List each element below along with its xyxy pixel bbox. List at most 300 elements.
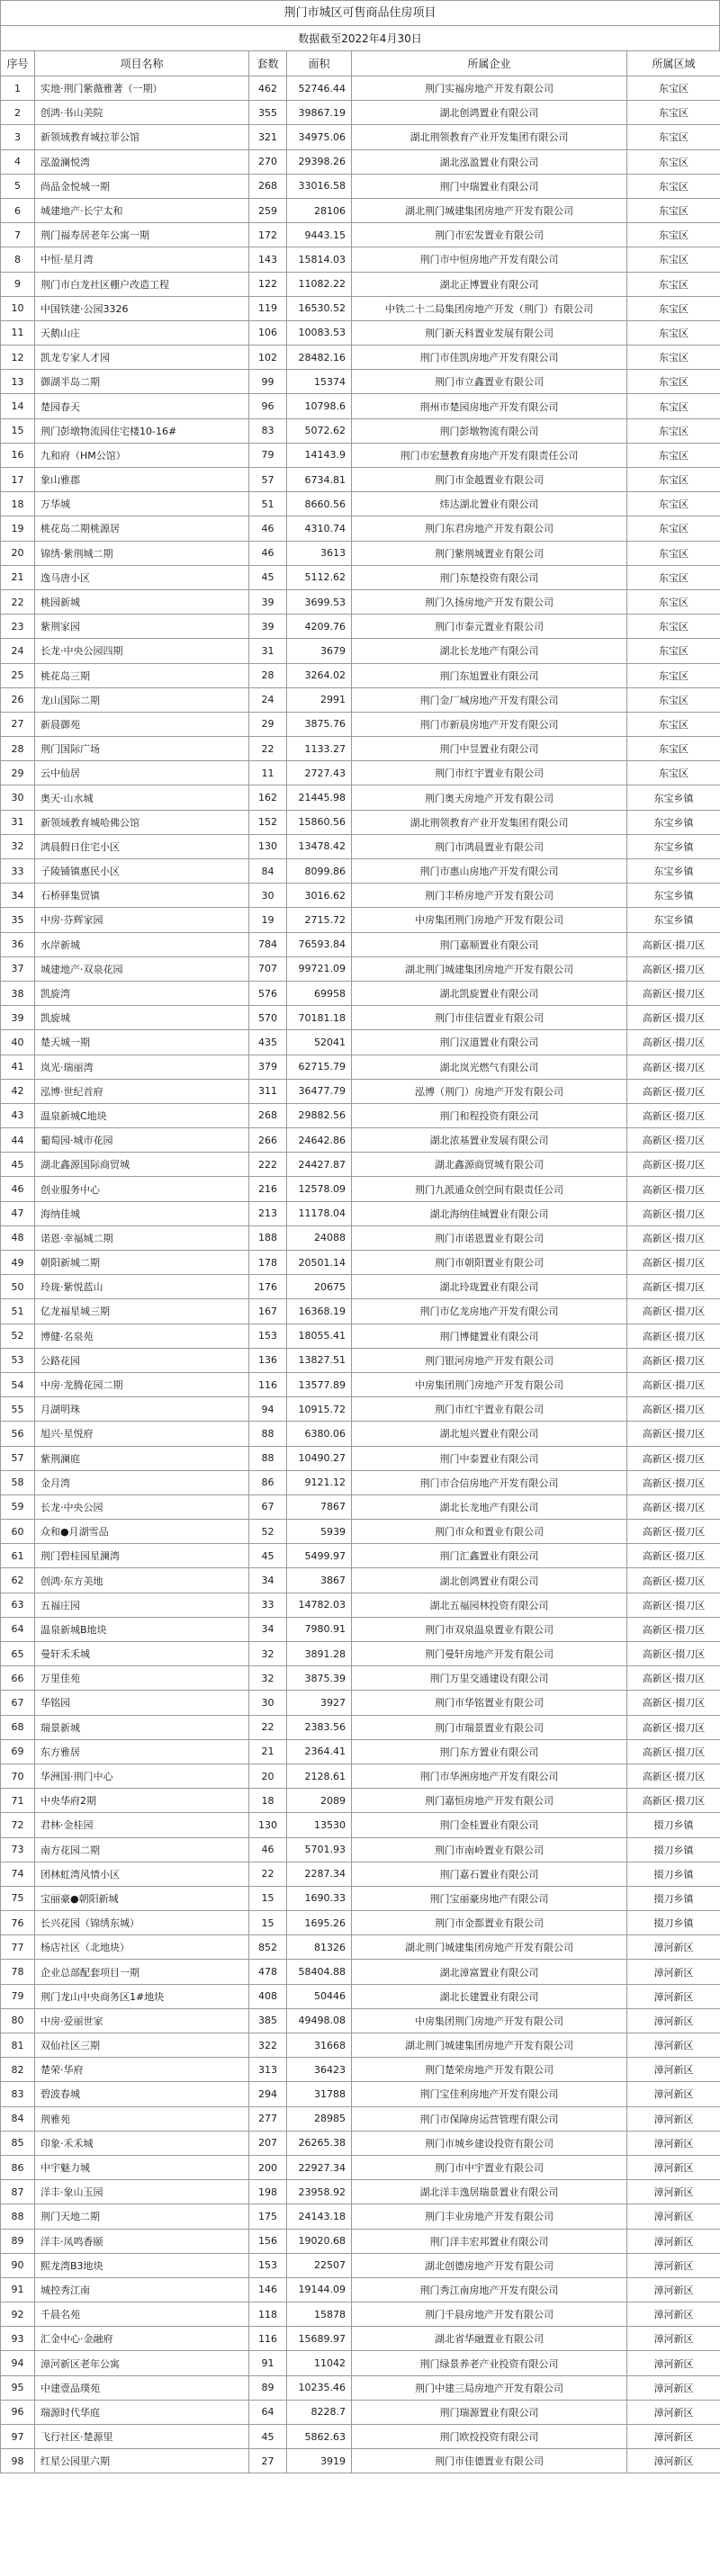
cell-company: 荆门丰业房地产开发有限公司 <box>352 2204 627 2229</box>
cell-project: 新晨御苑 <box>35 712 249 736</box>
cell-district: 高新区·掇刀区 <box>627 1470 720 1494</box>
cell-area: 33016.58 <box>287 174 352 198</box>
cell-area: 58404.88 <box>287 1960 352 1984</box>
cell-company: 荆门市宏慧教育房地产开发有限责任公司 <box>352 443 627 467</box>
table-row <box>1 2229 720 2253</box>
cell-units: 313 <box>249 2058 287 2082</box>
table-row <box>1 761 720 785</box>
cell-units: 570 <box>249 1006 287 1030</box>
cell-district: 东宝区 <box>627 418 720 443</box>
cell-units: 172 <box>249 223 287 247</box>
cell-units: 216 <box>249 1177 287 1201</box>
cell-district: 东宝区 <box>627 687 720 712</box>
cell-units: 266 <box>249 1128 287 1153</box>
cell-units: 385 <box>249 2008 287 2033</box>
cell-units: 46 <box>249 516 287 541</box>
cell-project: 万里佳苑 <box>35 1666 249 1691</box>
cell-index: 19 <box>1 516 35 541</box>
cell-area: 34975.06 <box>287 125 352 149</box>
cell-area: 3875.76 <box>287 712 352 736</box>
cell-units: 20 <box>249 1764 287 1788</box>
cell-district: 漳河新区 <box>627 2449 720 2473</box>
cell-index: 93 <box>1 2327 35 2351</box>
cell-project: 瑞源时代华庭 <box>35 2400 249 2424</box>
cell-project: 洋丰·凤鸣香颐 <box>35 2229 249 2253</box>
cell-company: 湖北省华融置业有限公司 <box>352 2327 627 2351</box>
cell-units: 52 <box>249 1520 287 1544</box>
cell-area: 11082.22 <box>287 272 352 296</box>
cell-units: 198 <box>249 2180 287 2204</box>
cell-district: 东宝区 <box>627 76 720 101</box>
cell-district: 高新区·掇刀区 <box>627 1153 720 1177</box>
cell-area: 2727.43 <box>287 761 352 785</box>
cell-index: 87 <box>1 2180 35 2204</box>
cell-district: 高新区·掇刀区 <box>627 1617 720 1641</box>
table-row <box>1 296 720 320</box>
table-row <box>1 2058 720 2082</box>
cell-company: 荆门嘉恒房地产开发有限公司 <box>352 1789 627 1813</box>
cell-area: 10915.72 <box>287 1397 352 1422</box>
cell-district: 漳河新区 <box>627 2155 720 2179</box>
cell-index: 9 <box>1 272 35 296</box>
table-row <box>1 443 720 467</box>
cell-company: 荆门秀江南房地产开发有限公司 <box>352 2277 627 2302</box>
cell-project: 石桥驿集贸镇 <box>35 884 249 908</box>
cell-district: 掇刀乡镇 <box>627 1911 720 1935</box>
cell-area: 62715.79 <box>287 1055 352 1079</box>
cell-area: 1695.26 <box>287 1911 352 1935</box>
cell-units: 33 <box>249 1593 287 1617</box>
cell-units: 119 <box>249 296 287 320</box>
table-row <box>1 1055 720 1079</box>
cell-area: 3264.02 <box>287 663 352 687</box>
cell-project: 创鸿·书山美院 <box>35 101 249 125</box>
cell-company: 湖北岚光燃气有限公司 <box>352 1055 627 1079</box>
cell-company: 湖北凯旋置业有限公司 <box>352 981 627 1005</box>
table-row <box>1 1103 720 1127</box>
cell-company: 荆门中建三局房地产开发有限公司 <box>352 2375 627 2400</box>
cell-company: 湖北荆领教育产业开发集团有限公司 <box>352 125 627 149</box>
table-row <box>1 1128 720 1153</box>
cell-units: 86 <box>249 1470 287 1494</box>
cell-index: 64 <box>1 1617 35 1641</box>
cell-project: 金月湾 <box>35 1470 249 1494</box>
cell-company: 荆门欧投投资有限公司 <box>352 2425 627 2449</box>
cell-area: 5939 <box>287 1520 352 1544</box>
cell-company: 荆门东方置业有限公司 <box>352 1739 627 1764</box>
cell-project: 城建地产·长宁太和 <box>35 198 249 222</box>
cell-company: 荆门市保障房运营管理有限公司 <box>352 2106 627 2131</box>
cell-district: 东宝区 <box>627 149 720 174</box>
cell-company: 中房集团荆门房地产开发有限公司 <box>352 2008 627 2033</box>
cell-company: 荆门市中宇置业有限公司 <box>352 2155 627 2179</box>
cell-company: 荆门汇鑫置业有限公司 <box>352 1544 627 1568</box>
table-row <box>1 1299 720 1324</box>
cell-units: 31 <box>249 639 287 663</box>
table-row <box>1 615 720 639</box>
cell-district: 高新区·掇刀区 <box>627 1544 720 1568</box>
cell-company: 荆门市诺恩置业有限公司 <box>352 1225 627 1250</box>
cell-index: 5 <box>1 174 35 198</box>
cell-project: 荆门天地二期 <box>35 2204 249 2229</box>
cell-index: 48 <box>1 1225 35 1250</box>
cell-district: 东宝区 <box>627 101 720 125</box>
cell-company: 荆门中泰置业有限公司 <box>352 1446 627 1470</box>
table-row <box>1 1960 720 1984</box>
cell-project: 漳河新区老年公寓 <box>35 2351 249 2375</box>
cell-project: 城建地产·双泉花园 <box>35 956 249 981</box>
cell-project: 企业总部配套项目一期 <box>35 1960 249 1984</box>
cell-units: 88 <box>249 1446 287 1470</box>
cell-project: 长兴花园（锦绣东城） <box>35 1911 249 1935</box>
cell-project: 泓盈澜悦湾 <box>35 149 249 174</box>
cell-district: 漳河新区 <box>627 2351 720 2375</box>
table-row <box>1 956 720 981</box>
cell-units: 213 <box>249 1201 287 1225</box>
cell-index: 43 <box>1 1103 35 1127</box>
cell-company: 湖北长龙地产有限公司 <box>352 639 627 663</box>
cell-area: 3927 <box>287 1691 352 1715</box>
cell-index: 65 <box>1 1642 35 1666</box>
cell-area: 21445.98 <box>287 785 352 810</box>
cell-index: 52 <box>1 1324 35 1348</box>
table-row <box>1 1739 720 1764</box>
table-row <box>1 1251 720 1275</box>
table-row <box>1 687 720 712</box>
cell-district: 掇刀乡镇 <box>627 1886 720 1910</box>
cell-area: 2383.56 <box>287 1715 352 1739</box>
cell-area: 29398.26 <box>287 149 352 174</box>
cell-company: 荆门市众和置业有限公司 <box>352 1520 627 1544</box>
cell-index: 29 <box>1 761 35 785</box>
cell-project: 创业服务中心 <box>35 1177 249 1201</box>
cell-index: 16 <box>1 443 35 467</box>
cell-index: 18 <box>1 492 35 516</box>
table-row <box>1 663 720 687</box>
cell-units: 15 <box>249 1911 287 1935</box>
cell-district: 高新区·掇刀区 <box>627 1055 720 1079</box>
header-district: 所属区域 <box>627 51 720 76</box>
table-row <box>1 884 720 908</box>
cell-company: 泓博（荆门）房地产开发有限公司 <box>352 1079 627 1103</box>
cell-units: 116 <box>249 1372 287 1396</box>
cell-units: 46 <box>249 1837 287 1862</box>
cell-area: 10235.46 <box>287 2375 352 2400</box>
table-row <box>1 565 720 589</box>
cell-project: 万华城 <box>35 492 249 516</box>
cell-project: 水岸新城 <box>35 932 249 956</box>
cell-units: 408 <box>249 1984 287 2008</box>
cell-district: 高新区·掇刀区 <box>627 1201 720 1225</box>
cell-company: 荆门嘉顺置业有限公司 <box>352 932 627 956</box>
cell-units: 707 <box>249 956 287 981</box>
cell-district: 高新区·掇刀区 <box>627 1275 720 1299</box>
cell-index: 86 <box>1 2155 35 2179</box>
cell-project: 杨店社区（北地块） <box>35 1935 249 1960</box>
cell-district: 东宝乡镇 <box>627 810 720 834</box>
cell-district: 漳河新区 <box>627 2302 720 2327</box>
cell-units: 176 <box>249 1275 287 1299</box>
cell-units: 22 <box>249 1715 287 1739</box>
cell-index: 72 <box>1 1813 35 1837</box>
cell-district: 高新区·掇刀区 <box>627 1251 720 1275</box>
table-row <box>1 1813 720 1837</box>
header-row <box>1 51 720 76</box>
cell-company: 荆门嘉石置业有限公司 <box>352 1862 627 1886</box>
cell-district: 漳河新区 <box>627 2131 720 2155</box>
cell-index: 33 <box>1 859 35 884</box>
table-row <box>1 737 720 761</box>
cell-project: 城控秀江南 <box>35 2277 249 2302</box>
table-row <box>1 589 720 614</box>
cell-index: 94 <box>1 2351 35 2375</box>
table-row <box>1 859 720 884</box>
cell-company: 荆门千晨房地产开发有限公司 <box>352 2302 627 2327</box>
cell-index: 11 <box>1 320 35 345</box>
cell-index: 6 <box>1 198 35 222</box>
cell-project: 旭兴·星悦府 <box>35 1422 249 1446</box>
cell-company: 荆门曼轩房地产开发有限公司 <box>352 1642 627 1666</box>
table-row <box>1 712 720 736</box>
cell-area: 11042 <box>287 2351 352 2375</box>
cell-area: 81326 <box>287 1935 352 1960</box>
table-row <box>1 2302 720 2327</box>
cell-district: 东宝区 <box>627 370 720 394</box>
cell-district: 高新区·掇刀区 <box>627 1397 720 1422</box>
cell-area: 8228.7 <box>287 2400 352 2424</box>
cell-area: 3891.28 <box>287 1642 352 1666</box>
cell-area: 52746.44 <box>287 76 352 101</box>
table-row <box>1 198 720 222</box>
cell-units: 46 <box>249 541 287 565</box>
cell-area: 5701.93 <box>287 1837 352 1862</box>
cell-company: 湖北创德房地产开发有限公司 <box>352 2253 627 2277</box>
header-area: 面积 <box>287 51 352 76</box>
cell-units: 29 <box>249 712 287 736</box>
table-row <box>1 1593 720 1617</box>
cell-district: 高新区·掇刀区 <box>627 1642 720 1666</box>
cell-area: 6380.06 <box>287 1422 352 1446</box>
cell-district: 高新区·掇刀区 <box>627 1593 720 1617</box>
table-row <box>1 2375 720 2400</box>
cell-district: 漳河新区 <box>627 2375 720 2400</box>
cell-index: 88 <box>1 2204 35 2229</box>
cell-project: 碧波春城 <box>35 2082 249 2106</box>
cell-company: 中铁二十二局集团房地产开发（荆门）有限公司 <box>352 296 627 320</box>
cell-index: 96 <box>1 2400 35 2424</box>
cell-project: 玲珑·紫悦蓝山 <box>35 1275 249 1299</box>
cell-units: 88 <box>249 1422 287 1446</box>
cell-district: 高新区·掇刀区 <box>627 956 720 981</box>
cell-area: 31788 <box>287 2082 352 2106</box>
cell-index: 51 <box>1 1299 35 1324</box>
cell-company: 荆门奥天房地产开发有限公司 <box>352 785 627 810</box>
cell-units: 89 <box>249 2375 287 2400</box>
cell-index: 60 <box>1 1520 35 1544</box>
cell-district: 高新区·掇刀区 <box>627 1079 720 1103</box>
cell-area: 19144.09 <box>287 2277 352 2302</box>
cell-district: 掇刀乡镇 <box>627 1837 720 1862</box>
cell-company: 荆门市华铭置业有限公司 <box>352 1691 627 1715</box>
cell-index: 82 <box>1 2058 35 2082</box>
table-row <box>1 2400 720 2424</box>
cell-area: 4310.74 <box>287 516 352 541</box>
cell-company: 荆门市合信房地产开发有限公司 <box>352 1470 627 1494</box>
cell-index: 20 <box>1 541 35 565</box>
cell-units: 321 <box>249 125 287 149</box>
cell-units: 57 <box>249 468 287 492</box>
cell-area: 28106 <box>287 198 352 222</box>
cell-district: 高新区·掇刀区 <box>627 1324 720 1348</box>
cell-area: 3699.53 <box>287 589 352 614</box>
cell-units: 153 <box>249 2253 287 2277</box>
cell-district: 高新区·掇刀区 <box>627 1789 720 1813</box>
cell-project: 红星公园里六期 <box>35 2449 249 2473</box>
cell-project: 中国铁建·公园3326 <box>35 296 249 320</box>
cell-units: 11 <box>249 761 287 785</box>
table-row <box>1 2204 720 2229</box>
cell-district: 东宝区 <box>627 615 720 639</box>
cell-company: 湖北海纳佳城置业有限公司 <box>352 1201 627 1225</box>
cell-company: 中房集团荆门房地产开发有限公司 <box>352 1372 627 1396</box>
cell-units: 118 <box>249 2302 287 2327</box>
cell-company: 荆门金桂置业有限公司 <box>352 1813 627 1837</box>
cell-company: 湖北长建置业有限公司 <box>352 1984 627 2008</box>
header-index: 序号 <box>1 51 35 76</box>
cell-units: 51 <box>249 492 287 516</box>
cell-project: 荆门彭墩物流园住宅楼10-16# <box>35 418 249 443</box>
cell-units: 45 <box>249 565 287 589</box>
cell-units: 34 <box>249 1568 287 1593</box>
cell-index: 36 <box>1 932 35 956</box>
cell-index: 4 <box>1 149 35 174</box>
table-row <box>1 125 720 149</box>
cell-index: 27 <box>1 712 35 736</box>
cell-area: 9121.12 <box>287 1470 352 1494</box>
cell-project: 子陵铺镇惠民小区 <box>35 859 249 884</box>
cell-units: 21 <box>249 1739 287 1764</box>
cell-company: 荆门绿景养老产业投资有限公司 <box>352 2351 627 2375</box>
housing-table <box>0 50 720 2473</box>
table-row <box>1 370 720 394</box>
cell-project: 楚荣·华府 <box>35 2058 249 2082</box>
table-row <box>1 908 720 932</box>
table-row <box>1 394 720 418</box>
cell-project: 海纳佳城 <box>35 1201 249 1225</box>
cell-area: 3875.39 <box>287 1666 352 1691</box>
table-row <box>1 247 720 272</box>
cell-index: 61 <box>1 1544 35 1568</box>
cell-units: 294 <box>249 2082 287 2106</box>
table-row <box>1 320 720 345</box>
table-row <box>1 2082 720 2106</box>
cell-area: 11178.04 <box>287 1201 352 1225</box>
cell-company: 荆门市鸿晨置业有限公司 <box>352 834 627 858</box>
cell-project: 长龙·中央公园 <box>35 1494 249 1519</box>
cell-district: 高新区·掇刀区 <box>627 1299 720 1324</box>
cell-company: 湖北荆门城建集团房地产开发有限公司 <box>352 198 627 222</box>
table-row <box>1 1079 720 1103</box>
cell-index: 95 <box>1 2375 35 2400</box>
table-row <box>1 785 720 810</box>
cell-units: 153 <box>249 1324 287 1348</box>
cell-district: 东宝乡镇 <box>627 785 720 810</box>
cell-index: 85 <box>1 2131 35 2155</box>
cell-area: 2128.61 <box>287 1764 352 1788</box>
cell-district: 东宝区 <box>627 712 720 736</box>
cell-company: 炜达湖北置业有限公司 <box>352 492 627 516</box>
cell-district: 掇刀乡镇 <box>627 1813 720 1837</box>
cell-units: 143 <box>249 247 287 272</box>
cell-project: 中房·芬辉家园 <box>35 908 249 932</box>
cell-units: 84 <box>249 859 287 884</box>
cell-index: 14 <box>1 394 35 418</box>
cell-index: 2 <box>1 101 35 125</box>
cell-units: 130 <box>249 1813 287 1837</box>
cell-project: 紫荆家园 <box>35 615 249 639</box>
cell-area: 13577.89 <box>287 1372 352 1396</box>
cell-company: 荆门和程投资有限公司 <box>352 1103 627 1127</box>
cell-index: 17 <box>1 468 35 492</box>
cell-area: 16530.52 <box>287 296 352 320</box>
cell-units: 15 <box>249 1886 287 1910</box>
cell-area: 49498.08 <box>287 2008 352 2033</box>
cell-company: 荆门九派通众创空间有限责任公司 <box>352 1177 627 1201</box>
cell-district: 东宝区 <box>627 761 720 785</box>
table-row <box>1 810 720 834</box>
cell-area: 10083.53 <box>287 320 352 345</box>
cell-project: 公路花园 <box>35 1348 249 1372</box>
cell-district: 高新区·掇刀区 <box>627 1666 720 1691</box>
cell-project: 湖北鑫源国际商贸城 <box>35 1153 249 1177</box>
cell-area: 2364.41 <box>287 1739 352 1764</box>
cell-index: 62 <box>1 1568 35 1593</box>
cell-project: 荆门福寿居老年公寓一期 <box>35 223 249 247</box>
cell-area: 3867 <box>287 1568 352 1593</box>
cell-project: 荆雅苑 <box>35 2106 249 2131</box>
cell-company: 荆门万里交通建设有限公司 <box>352 1666 627 1691</box>
cell-company: 荆门市华洲房地产开发有限公司 <box>352 1764 627 1788</box>
cell-project: 印象·禾禾城 <box>35 2131 249 2155</box>
cell-company: 荆门市宏发置业有限公司 <box>352 223 627 247</box>
cell-district: 东宝区 <box>627 516 720 541</box>
cell-units: 462 <box>249 76 287 101</box>
cell-project: 荆门市白龙社区棚户改造工程 <box>35 272 249 296</box>
cell-district: 漳河新区 <box>627 2229 720 2253</box>
cell-units: 32 <box>249 1642 287 1666</box>
cell-index: 70 <box>1 1764 35 1788</box>
cell-district: 高新区·掇刀区 <box>627 1494 720 1519</box>
cell-project: 实地·荆门紫薇雅著（一期） <box>35 76 249 101</box>
table-row <box>1 1764 720 1788</box>
cell-district: 东宝区 <box>627 663 720 687</box>
cell-company: 中房集团荆门房地产开发有限公司 <box>352 908 627 932</box>
cell-units: 268 <box>249 174 287 198</box>
cell-units: 200 <box>249 2155 287 2179</box>
cell-project: 锦绣·紫荆城二期 <box>35 541 249 565</box>
cell-company: 荆门中瑞置业有限公司 <box>352 174 627 198</box>
cell-district: 东宝乡镇 <box>627 884 720 908</box>
cell-index: 50 <box>1 1275 35 1299</box>
table-row <box>1 1837 720 1862</box>
cell-company: 湖北长龙地产有限公司 <box>352 1494 627 1519</box>
cell-area: 4209.76 <box>287 615 352 639</box>
cell-district: 东宝区 <box>627 272 720 296</box>
cell-area: 2089 <box>287 1789 352 1813</box>
cell-area: 70181.18 <box>287 1006 352 1030</box>
cell-company: 荆门中昱置业有限公司 <box>352 737 627 761</box>
cell-district: 东宝区 <box>627 247 720 272</box>
